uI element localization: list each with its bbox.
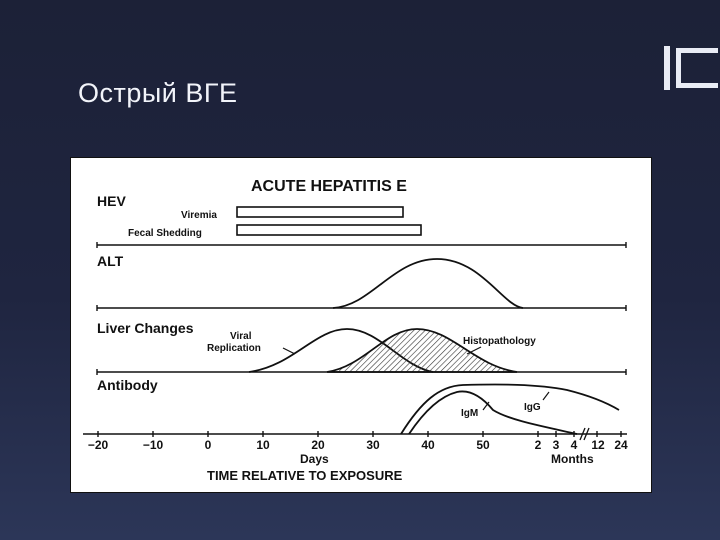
alt-curve: [333, 259, 523, 308]
section-label-alt: ALT: [97, 253, 124, 269]
viremia-bar: [237, 207, 403, 217]
tick-label-24: 24: [614, 438, 628, 452]
label-viral: Viral: [230, 331, 252, 342]
label-igg: IgG: [524, 402, 541, 413]
decor-bracket: [676, 48, 718, 88]
figure-title: ACUTE HEPATITIS E: [251, 178, 407, 195]
label-viremia: Viremia: [181, 210, 217, 221]
decor-bar: [664, 46, 670, 90]
hepatitis-e-figure: [70, 157, 652, 493]
slide-title: Острый ВГЕ: [78, 78, 238, 108]
axis-label-months: Months: [551, 452, 594, 466]
tick-label-30: 30: [366, 438, 380, 452]
igg-pointer: [543, 392, 549, 400]
label-histopathology: Histopathology: [463, 336, 536, 347]
label-igm: IgM: [461, 408, 479, 419]
fecal-shedding-bar: [237, 225, 421, 235]
tick-label-neg20: −20: [87, 438, 109, 452]
section-label-antibody: Antibody: [97, 377, 158, 393]
viral-replication-pointer: [283, 348, 295, 354]
tick-label-10: 10: [256, 438, 270, 452]
section-label-liver-changes: Liver Changes: [97, 320, 194, 336]
tick-label-12: 12: [591, 438, 605, 452]
igm-curve: [409, 391, 577, 434]
tick-label-0: 0: [204, 438, 212, 452]
label-replication: Replication: [207, 343, 261, 354]
tick-label-3: 3: [552, 438, 560, 452]
x-axis-title: TIME RELATIVE TO EXPOSURE: [207, 468, 403, 483]
section-label-hev: HEV: [97, 193, 126, 209]
hepatitis-e-diagram: [71, 158, 651, 492]
tick-label-2: 2: [534, 438, 542, 452]
tick-label-40: 40: [421, 438, 435, 452]
tick-label-neg10: −10: [142, 438, 164, 452]
axis-label-days: Days: [300, 452, 329, 466]
tick-label-20: 20: [311, 438, 325, 452]
tick-label-4: 4: [570, 438, 578, 452]
tick-label-50: 50: [476, 438, 490, 452]
igg-curve: [401, 385, 619, 434]
label-fecal-shedding: Fecal Shedding: [128, 228, 202, 239]
